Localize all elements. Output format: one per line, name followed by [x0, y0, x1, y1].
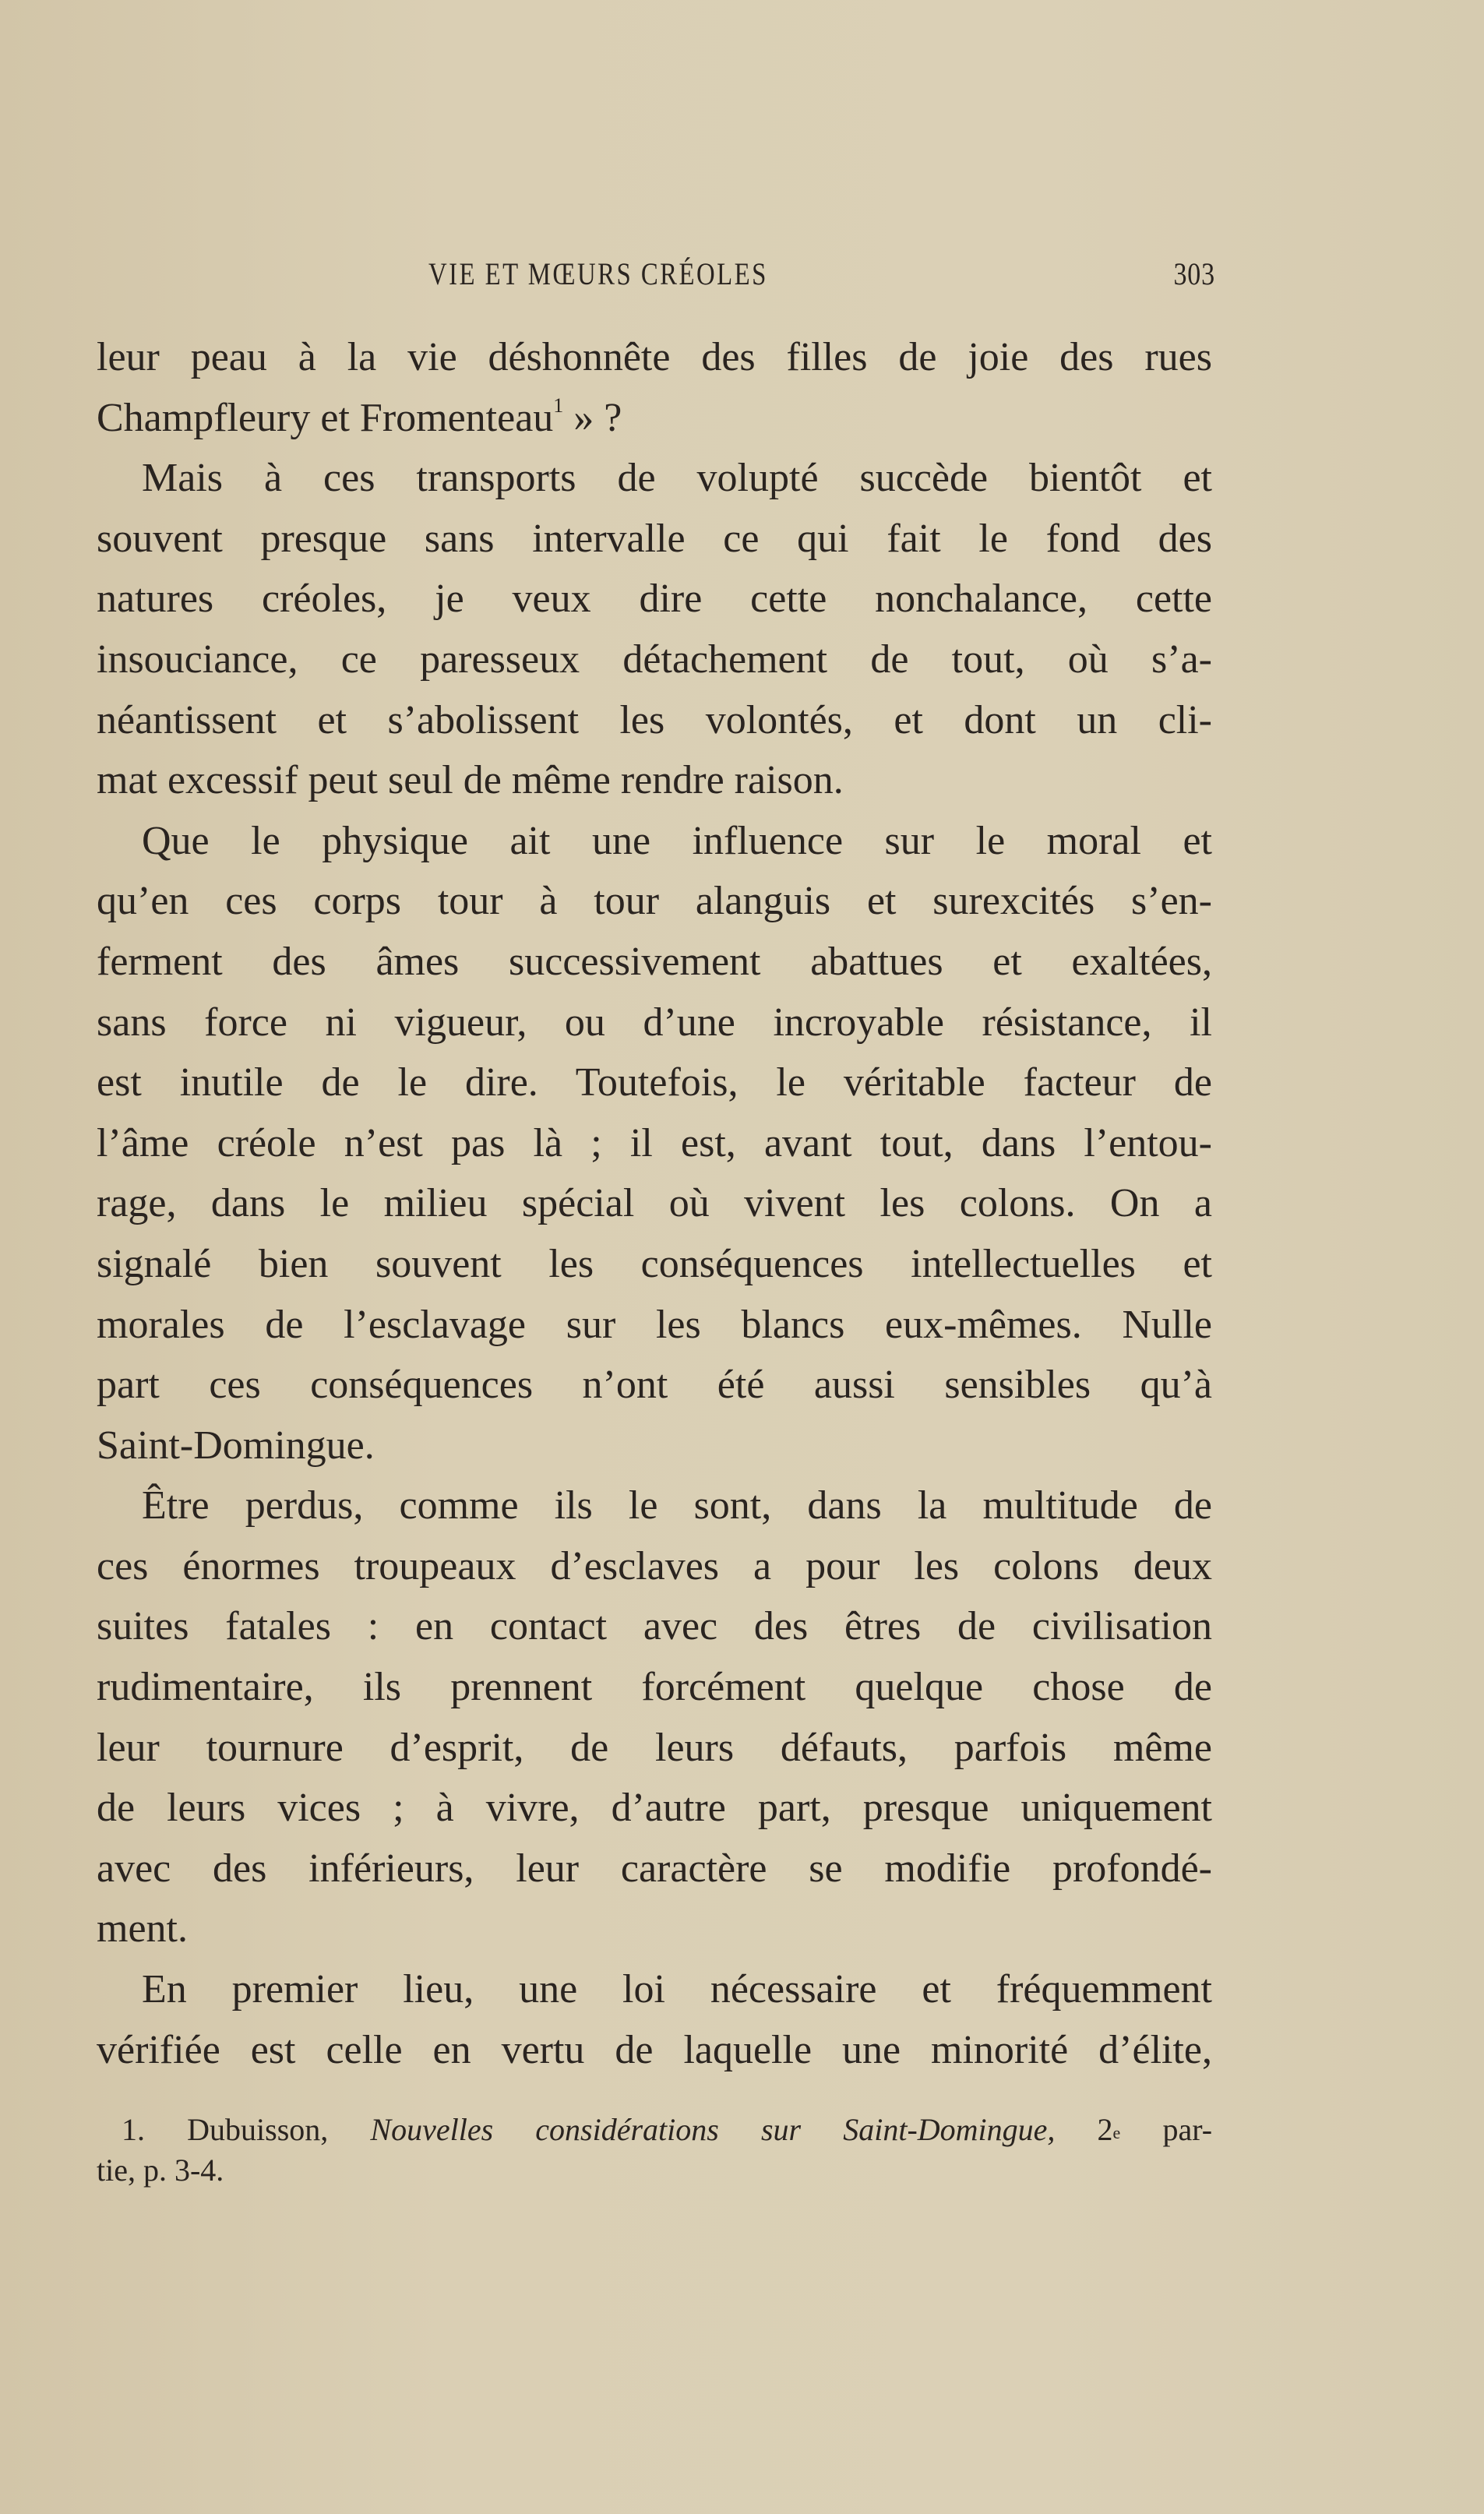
text-line: morales de l’esclavage sur les blancs eux-mêmes. Nulle — [97, 1302, 1212, 1347]
text-line: néantissent et s’abolissent les volontés, et dont un cli- — [97, 697, 1212, 742]
paragraph-start-line: Mais à ces transports de volupté succède bientôt et — [142, 456, 1212, 501]
footnote-line: tie, p. 3-4. — [97, 2153, 224, 2188]
page-number: 303 — [1173, 256, 1215, 291]
running-head-title: VIE ET MŒURS CRÉOLES — [428, 256, 768, 291]
text-line: l’âme créole n’est pas là ; il est, avant tout, dans l’entou- — [97, 1120, 1212, 1165]
footnote-number: 1. — [122, 2112, 145, 2147]
paragraph-end-line: Saint-Domingue. — [97, 1423, 375, 1468]
text-line: ces énormes troupeaux d’esclaves a pour les colons deux — [97, 1543, 1212, 1588]
paragraph-end-line: mat excessif peut seul de même rendre raison. — [97, 758, 844, 803]
paragraph-start-line: Que le physique ait une influence sur le moral et — [142, 818, 1212, 863]
footnote-tail: par- — [1162, 2112, 1213, 2147]
body-text — [97, 327, 1212, 2080]
text-line: insouciance, ce paresseux détachement de tout, où s’a- — [97, 636, 1212, 682]
text-line: suites fatales : en contact avec des êtres de civilisation — [97, 1604, 1212, 1649]
text-line: natures créoles, je veux dire cette nonchalance, cette — [97, 576, 1212, 622]
text-line: avec des inférieurs, leur caractère se modifie profondé- — [97, 1846, 1212, 1891]
text-line-suffix: » ? — [563, 395, 622, 440]
text-line: sans force ni vigueur, ou d’une incroyable résistance, il — [97, 1000, 1212, 1045]
text-line-content: Champfleury et Fromenteau — [97, 395, 554, 440]
text-line: ferment des âmes successivement abattues et exaltées, — [97, 939, 1212, 984]
text-line: de leurs vices ; à vivre, d’autre part, presque uniquement — [97, 1786, 1212, 1831]
footnote-title: Nouvelles considérations sur Saint-Domingue, — [370, 2112, 1056, 2147]
footnote-part-number: 2e — [1097, 2112, 1121, 2147]
footnote-author: Dubuisson, — [187, 2112, 329, 2147]
text-line: rage, dans le milieu spécial où vivent les colons. On a — [97, 1181, 1212, 1226]
running-head — [101, 256, 1215, 302]
footnote-line — [97, 2110, 1212, 2150]
footnote-reference[interactable]: 1 — [553, 393, 564, 417]
text-line: leur tournure d’esprit, de leurs défauts, parfois même — [97, 1725, 1212, 1770]
text-line: rudimentaire, ils prennent forcément quelque chose de — [97, 1665, 1212, 1710]
text-line: signalé bien souvent les conséquences intellectuelles et — [97, 1241, 1212, 1286]
text-line: vérifiée est celle en vertu de laquelle une minorité d’élite, — [97, 2027, 1212, 2072]
paragraph-end-line: ment. — [97, 1906, 188, 1952]
paragraph-start-line: Être perdus, comme ils le sont, dans la multitude de — [142, 1483, 1212, 1528]
footnotes — [97, 2110, 1212, 2191]
text-line: qu’en ces corps tour à tour alanguis et surexcités s’en- — [97, 879, 1212, 924]
text-line — [97, 388, 1212, 449]
text-line: leur peau à la vie déshonnête des filles de joie des rues — [97, 335, 1212, 379]
text-line: souvent presque sans intervalle ce qui fait le fond des — [97, 516, 1212, 561]
text-line: est inutile de le dire. Toutefois, le véritable facteur de — [97, 1060, 1212, 1105]
text-line: part ces conséquences n’ont été aussi sensibles qu’à — [97, 1363, 1212, 1408]
paragraph-start-line: En premier lieu, une loi nécessaire et fréquemment — [142, 1967, 1212, 2012]
